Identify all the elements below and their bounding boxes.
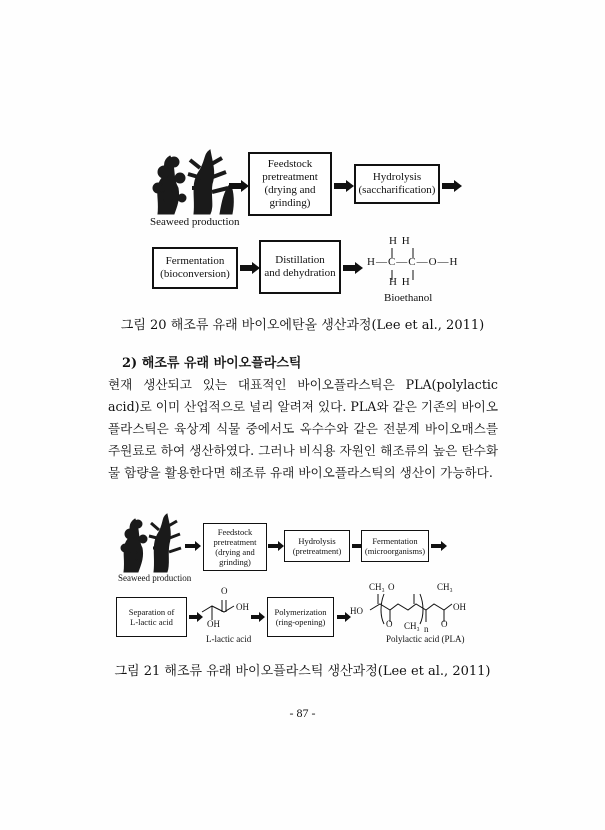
feedstock-pretreatment-box: Feedstock pretreatment (drying and grinding) — [203, 523, 267, 571]
fermentation-box: Fermentation (microorganisms) — [361, 530, 429, 562]
figure-20-caption: 그림 20 해조류 유래 바이오에탄올 생산과정(Lee et al., 2011) — [120, 318, 485, 333]
feedstock-pretreatment-box: Feedstock pretreatment (drying and grinding) — [248, 152, 332, 216]
pla-o-atom-3: O — [441, 619, 448, 629]
arrow-icon — [251, 612, 265, 622]
ethanol-top-row: H H — [389, 235, 411, 247]
arrow-icon — [240, 262, 260, 274]
arrow-icon — [431, 541, 447, 551]
pla-methyl-1: CH₃ — [369, 582, 385, 592]
pla-o-atom-1: O — [388, 582, 395, 592]
arrow-icon — [337, 612, 351, 622]
arrow-icon — [343, 262, 363, 274]
page-number: - 87 - — [289, 706, 316, 720]
polymerization-box: Polymerization (ring-opening) — [267, 597, 334, 637]
lactic-acid-bonds — [200, 596, 240, 626]
arrow-icon — [334, 180, 354, 192]
pla-ho-group: HO — [350, 606, 363, 616]
arrow-icon — [442, 180, 462, 192]
lactic-oh-group-2: OH — [207, 619, 220, 629]
arrow-icon — [185, 541, 201, 551]
hydrolysis-box: Hydrolysis (pretreatment) — [284, 530, 350, 562]
pla-methyl-3: CH₃ — [404, 621, 420, 631]
pla-o-atom-2: O — [386, 619, 393, 629]
hydrolysis-box: Hydrolysis (saccharification) — [354, 164, 440, 204]
ethanol-bottom-row: H H — [389, 276, 411, 288]
lactic-acid-label: L-lactic acid — [206, 634, 252, 644]
bioethanol-label: Bioethanol — [384, 292, 433, 304]
pla-repeat-n: n — [424, 624, 429, 634]
separation-box: Separation of L-lactic acid — [116, 597, 187, 637]
pla-oh-group: OH — [453, 602, 466, 612]
pla-methyl-2: CH₃ — [437, 582, 453, 592]
seaweed-illustration — [118, 512, 184, 574]
distillation-box: Distillation and dehydration — [259, 240, 341, 294]
section-heading: 2) 해조류 유래 바이오플라스틱 — [122, 356, 302, 371]
fermentation-box: Fermentation (bioconversion) — [152, 247, 238, 289]
seaweed-label: Seaweed production — [150, 216, 240, 228]
seaweed-label: Seaweed production — [118, 573, 192, 583]
pla-label: Polylactic acid (PLA) — [386, 634, 465, 644]
section-paragraph: 현재 생산되고 있는 대표적인 바이오플라스틱은 PLA(polylactic acid)로 이미 산업적으로 널리 알려져 있다. PLA와 같은 기존의 바이오플라스틱은 육상계 식물 중에서도 옥수수와 같은 전분계 바이오매스를 주원료로 하여 생산하였다. 그러나 비식용 자원인 해조류의 높은 탄수화물 함량을 활용한다면 해조류 유래 바이오플라스틱의 생산이 가능하다. — [108, 377, 498, 480]
lactic-o-atom: O — [221, 586, 228, 596]
arrow-icon — [268, 541, 284, 551]
arrow-icon — [229, 180, 249, 192]
ethanol-main-row: H—C—C—O—H — [367, 256, 459, 268]
lactic-oh-group: OH — [236, 602, 249, 612]
figure-21-caption: 그림 21 해조류 유래 바이오플라스틱 생산과정(Lee et al., 2011) — [114, 664, 491, 679]
